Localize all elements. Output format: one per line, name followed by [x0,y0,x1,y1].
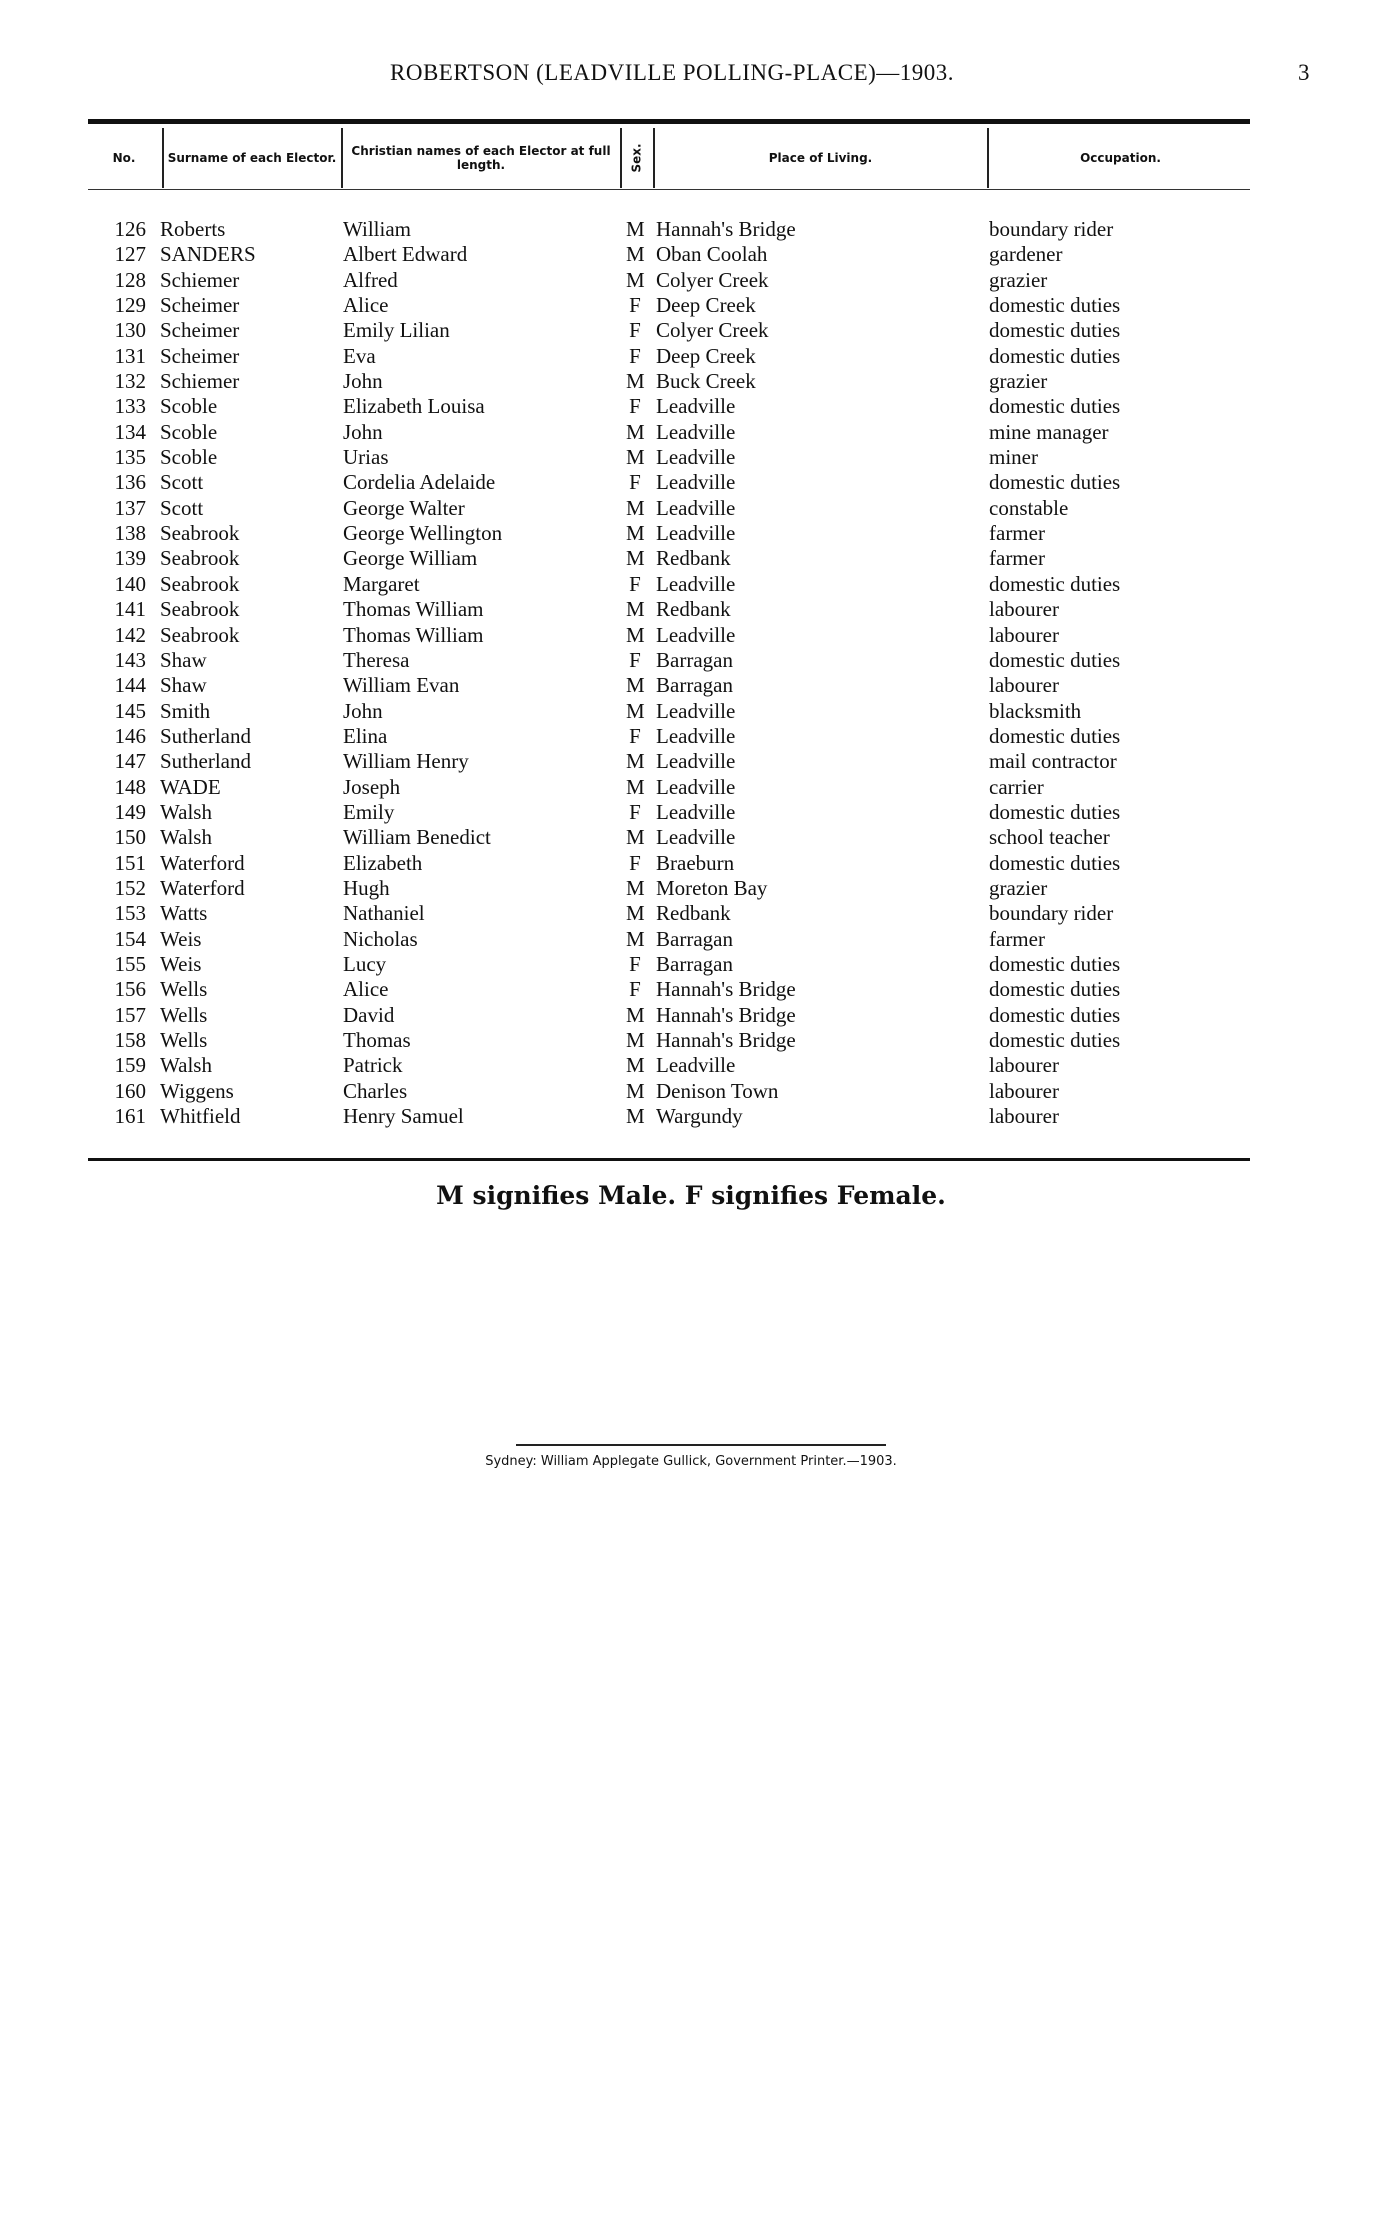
elector-occupation: domestic duties [989,723,1121,748]
elector-number: 143 [114,647,146,672]
table-row [88,901,1250,926]
elector-number: 131 [114,343,146,368]
elector-surname: Waterford [160,850,245,875]
elector-place-of-living: Leadville [656,1053,736,1078]
elector-occupation: constable [989,495,1069,520]
elector-place-of-living: Leadville [656,521,736,546]
elector-sex: M [626,875,645,900]
table-row [88,749,1250,774]
elector-occupation: mail contractor [989,749,1117,774]
elector-surname: Seabrook [160,597,240,622]
elector-surname: Wells [160,977,208,1002]
elector-place-of-living: Deep Creek [656,343,756,368]
elector-place-of-living: Leadville [656,799,736,824]
table-row [88,597,1250,622]
elector-sex: F [629,470,641,495]
printer-imprint: Sydney: William Applegate Gullick, Government Printer.—1903. [485,1454,897,1469]
table-row [88,1079,1250,1104]
elector-place-of-living: Barragan [656,951,733,976]
elector-number: 135 [114,445,146,470]
elector-place-of-living: Leadville [656,445,736,470]
elector-sex: M [626,445,645,470]
table-row [88,217,1250,242]
elector-christian-names: Thomas William [343,622,484,647]
elector-christian-names: Albert Edward [343,242,468,267]
elector-christian-names: John [343,369,383,394]
elector-place-of-living: Leadville [656,495,736,520]
elector-place-of-living: Leadville [656,571,736,596]
elector-number: 156 [114,977,146,1002]
table-row [88,572,1250,597]
elector-place-of-living: Hannah's Bridge [656,217,796,241]
elector-surname: Schiemer [160,267,240,292]
elector-christian-names: George Wellington [343,521,503,546]
elector-place-of-living: Colyer Creek [656,267,769,292]
elector-place-of-living: Denison Town [656,1078,779,1103]
elector-number: 157 [114,1002,146,1027]
table-row [88,673,1250,698]
elector-occupation: carrier [989,774,1044,799]
table-row [88,1053,1250,1078]
table-row [88,800,1250,825]
page-number: 3 [1298,60,1310,85]
elector-sex: M [626,1078,645,1103]
elector-christian-names: Henry Samuel [343,1104,464,1129]
elector-christian-names: Patrick [343,1053,403,1078]
elector-number: 140 [114,571,146,596]
elector-christian-names: Eva [343,343,376,368]
elector-christian-names: George Walter [343,495,465,520]
elector-christian-names: Joseph [343,774,401,799]
table-row [88,1003,1250,1028]
table-row [88,927,1250,952]
elector-surname: Scoble [160,445,218,470]
elector-sex: F [629,799,641,824]
elector-place-of-living: Redbank [656,597,731,622]
column-header-sex-label: Sex. [630,143,644,173]
elector-sex: M [626,521,645,546]
column-header-sex [620,128,652,188]
elector-occupation: boundary rider [989,901,1114,926]
elector-sex: F [629,571,641,596]
elector-surname: WADE [160,774,221,799]
table-row [88,496,1250,521]
elector-sex: F [629,723,641,748]
elector-number: 148 [114,774,146,799]
elector-number: 152 [114,875,146,900]
elector-surname: Shaw [160,647,207,672]
elector-surname: Scheimer [160,318,240,343]
elector-sex: F [629,850,641,875]
elector-surname: Seabrook [160,571,240,596]
header-bottom-rule [88,189,1250,190]
elector-number: 126 [114,217,146,241]
elector-sex: M [626,1002,645,1027]
elector-surname: Wells [160,1002,208,1027]
elector-occupation: farmer [989,926,1045,951]
elector-surname: Seabrook [160,521,240,546]
elector-christian-names: Elizabeth [343,850,423,875]
elector-number: 134 [114,419,146,444]
table-row [88,1104,1250,1129]
table-row [88,977,1250,1002]
elector-number: 154 [114,926,146,951]
elector-christian-names: Nicholas [343,926,418,951]
elector-christian-names: Elizabeth Louisa [343,394,485,419]
elector-place-of-living: Hannah's Bridge [656,977,796,1002]
elector-sex: M [626,495,645,520]
elector-occupation: domestic duties [989,571,1121,596]
elector-number: 144 [114,673,146,698]
elector-sex: M [626,622,645,647]
elector-christian-names: George William [343,546,478,571]
elector-place-of-living: Colyer Creek [656,318,769,343]
elector-occupation: domestic duties [989,850,1121,875]
elector-surname: Waterford [160,875,245,900]
elector-occupation: labourer [989,622,1059,647]
elector-occupation: blacksmith [989,698,1082,723]
elector-place-of-living: Oban Coolah [656,242,768,267]
elector-place-of-living: Wargundy [656,1104,743,1129]
elector-number: 155 [114,951,146,976]
elector-place-of-living: Leadville [656,774,736,799]
elector-place-of-living: Hannah's Bridge [656,1002,796,1027]
table-row [88,293,1250,318]
elector-christian-names: Lucy [343,951,387,976]
printer-rule [516,1444,886,1446]
table-row [88,420,1250,445]
elector-number: 145 [114,698,146,723]
elector-number: 139 [114,546,146,571]
elector-sex: M [626,698,645,723]
elector-occupation: domestic duties [989,799,1121,824]
elector-christian-names: William Evan [343,673,460,698]
elector-christian-names: Thomas [343,1028,411,1052]
elector-number: 130 [114,318,146,343]
elector-christian-names: Hugh [343,875,390,900]
elector-place-of-living: Redbank [656,901,731,926]
elector-occupation: domestic duties [989,293,1121,318]
elector-number: 128 [114,267,146,292]
column-header-place: Place of Living. [653,128,986,188]
table-row [88,876,1250,901]
elector-surname: Scoble [160,419,218,444]
elector-occupation: domestic duties [989,977,1121,1002]
elector-christian-names: David [343,1002,395,1027]
column-header-surname: Surname of each Elector. [162,128,340,188]
elector-sex: M [626,926,645,951]
elector-surname: Wells [160,1028,208,1052]
elector-number: 161 [114,1104,146,1129]
elector-number: 141 [114,597,146,622]
elector-place-of-living: Moreton Bay [656,875,768,900]
elector-place-of-living: Barragan [656,647,733,672]
elector-christian-names: John [343,419,383,444]
elector-occupation: gardener [989,242,1063,267]
table-row [88,648,1250,673]
elector-number: 160 [114,1078,146,1103]
elector-place-of-living: Redbank [656,546,731,571]
elector-sex: F [629,293,641,318]
elector-sex: F [629,318,641,343]
table-row [88,369,1250,394]
page-title: ROBERTSON (LEADVILLE POLLING-PLACE)—1903. [390,60,955,85]
elector-occupation: mine manager [989,419,1109,444]
elector-sex: M [626,242,645,267]
table-row [88,851,1250,876]
elector-surname: Weis [160,926,202,951]
elector-surname: Sutherland [160,723,251,748]
sex-legend: M signifies Male. F signifies Female. [436,1181,946,1210]
elector-christian-names: Nathaniel [343,901,425,926]
elector-place-of-living: Leadville [656,622,736,647]
elector-number: 127 [114,242,146,267]
elector-sex: M [626,597,645,622]
elector-surname: Wiggens [160,1078,234,1103]
elector-number: 158 [114,1028,146,1052]
elector-place-of-living: Leadville [656,749,736,774]
table-row [88,268,1250,293]
elector-number: 159 [114,1053,146,1078]
elector-sex: M [626,774,645,799]
header-top-rule [88,119,1250,124]
column-header-christian-names: Christian names of each Elector at full length. [341,128,619,188]
elector-christian-names: Alice [343,293,389,318]
elector-surname: Smith [160,698,211,723]
elector-place-of-living: Leadville [656,698,736,723]
elector-occupation: grazier [989,875,1048,900]
elector-sex: M [626,217,645,241]
elector-surname: Walsh [160,825,212,850]
elector-place-of-living: Braeburn [656,850,735,875]
elector-occupation: farmer [989,546,1045,571]
elector-surname: Scheimer [160,293,240,318]
table-row [88,344,1250,369]
elector-sex: M [626,825,645,850]
elector-occupation: domestic duties [989,394,1121,419]
elector-christian-names: William Henry [343,749,469,774]
table-row [88,394,1250,419]
elector-sex: M [626,1053,645,1078]
table-row [88,242,1250,267]
elector-number: 150 [114,825,146,850]
elector-place-of-living: Leadville [656,825,736,850]
table-row [88,1028,1250,1053]
elector-number: 138 [114,521,146,546]
elector-occupation: labourer [989,1078,1059,1103]
table-row [88,521,1250,546]
elector-place-of-living: Hannah's Bridge [656,1028,796,1052]
elector-christian-names: Thomas William [343,597,484,622]
elector-occupation: domestic duties [989,470,1121,495]
table-row [88,952,1250,977]
elector-sex: F [629,394,641,419]
elector-sex: M [626,369,645,394]
elector-number: 136 [114,470,146,495]
elector-surname: Walsh [160,1053,212,1078]
column-header-occupation: Occupation. [987,128,1252,188]
elector-place-of-living: Leadville [656,394,736,419]
elector-sex: F [629,647,641,672]
table-header [88,128,1250,188]
elector-occupation: grazier [989,267,1048,292]
elector-surname: SANDERS [160,242,256,267]
elector-place-of-living: Deep Creek [656,293,756,318]
elector-occupation: farmer [989,521,1045,546]
elector-sex: M [626,267,645,292]
elector-number: 146 [114,723,146,748]
elector-occupation: grazier [989,369,1048,394]
elector-surname: Scott [160,470,204,495]
elector-number: 132 [114,369,146,394]
elector-number: 149 [114,799,146,824]
elector-surname: Weis [160,951,202,976]
table-row [88,470,1250,495]
elector-occupation: labourer [989,1104,1059,1129]
table-row [88,623,1250,648]
elector-occupation: domestic duties [989,1002,1121,1027]
elector-surname: Scheimer [160,343,240,368]
elector-sex: M [626,1028,645,1052]
elector-christian-names: William Benedict [343,825,491,850]
elector-surname: Seabrook [160,546,240,571]
elector-sex: F [629,951,641,976]
elector-list [88,217,1250,1129]
elector-surname: Roberts [160,217,226,241]
elector-christian-names: Urias [343,445,389,470]
elector-number: 151 [114,850,146,875]
elector-surname: Whitfield [160,1104,241,1129]
table-row [88,699,1250,724]
elector-surname: Scott [160,495,204,520]
elector-sex: F [629,977,641,1002]
elector-christian-names: Elina [343,723,388,748]
elector-surname: Seabrook [160,622,240,647]
elector-occupation: domestic duties [989,318,1121,343]
elector-number: 137 [114,495,146,520]
elector-christian-names: Margaret [343,571,420,596]
elector-sex: M [626,1104,645,1129]
elector-christian-names: Emily [343,799,395,824]
elector-place-of-living: Barragan [656,926,733,951]
elector-surname: Watts [160,901,208,926]
elector-christian-names: William [343,217,411,241]
elector-surname: Walsh [160,799,212,824]
table-row [88,775,1250,800]
table-row [88,724,1250,749]
elector-christian-names: Cordelia Adelaide [343,470,496,495]
elector-sex: M [626,673,645,698]
table-bottom-rule [88,1158,1250,1161]
elector-place-of-living: Leadville [656,419,736,444]
elector-occupation: domestic duties [989,647,1121,672]
table-row [88,445,1250,470]
elector-place-of-living: Barragan [656,673,733,698]
elector-occupation: domestic duties [989,951,1121,976]
elector-number: 142 [114,622,146,647]
elector-surname: Scoble [160,394,218,419]
elector-occupation: miner [989,445,1038,470]
elector-place-of-living: Buck Creek [656,369,756,394]
elector-number: 133 [114,394,146,419]
table-row [88,546,1250,571]
elector-sex: M [626,546,645,571]
elector-sex: F [629,343,641,368]
elector-surname: Schiemer [160,369,240,394]
elector-christian-names: Charles [343,1078,408,1103]
elector-occupation: boundary rider [989,217,1114,241]
elector-christian-names: Alice [343,977,389,1002]
elector-sex: M [626,419,645,444]
elector-occupation: labourer [989,597,1059,622]
elector-christian-names: Theresa [343,647,410,672]
elector-christian-names: Emily Lilian [343,318,450,343]
column-header-no: No. [112,151,136,165]
elector-occupation: labourer [989,1053,1059,1078]
elector-sex: M [626,901,645,926]
elector-surname: Shaw [160,673,207,698]
table-row [88,825,1250,850]
elector-number: 147 [114,749,146,774]
elector-number: 153 [114,901,146,926]
elector-christian-names: Alfred [343,267,398,292]
elector-occupation: school teacher [989,825,1110,850]
elector-number: 129 [114,293,146,318]
elector-place-of-living: Leadville [656,723,736,748]
elector-christian-names: John [343,698,383,723]
elector-place-of-living: Leadville [656,470,736,495]
elector-occupation: labourer [989,673,1059,698]
elector-surname: Sutherland [160,749,251,774]
table-row [88,318,1250,343]
elector-occupation: domestic duties [989,343,1121,368]
elector-sex: M [626,749,645,774]
elector-occupation: domestic duties [989,1028,1121,1052]
